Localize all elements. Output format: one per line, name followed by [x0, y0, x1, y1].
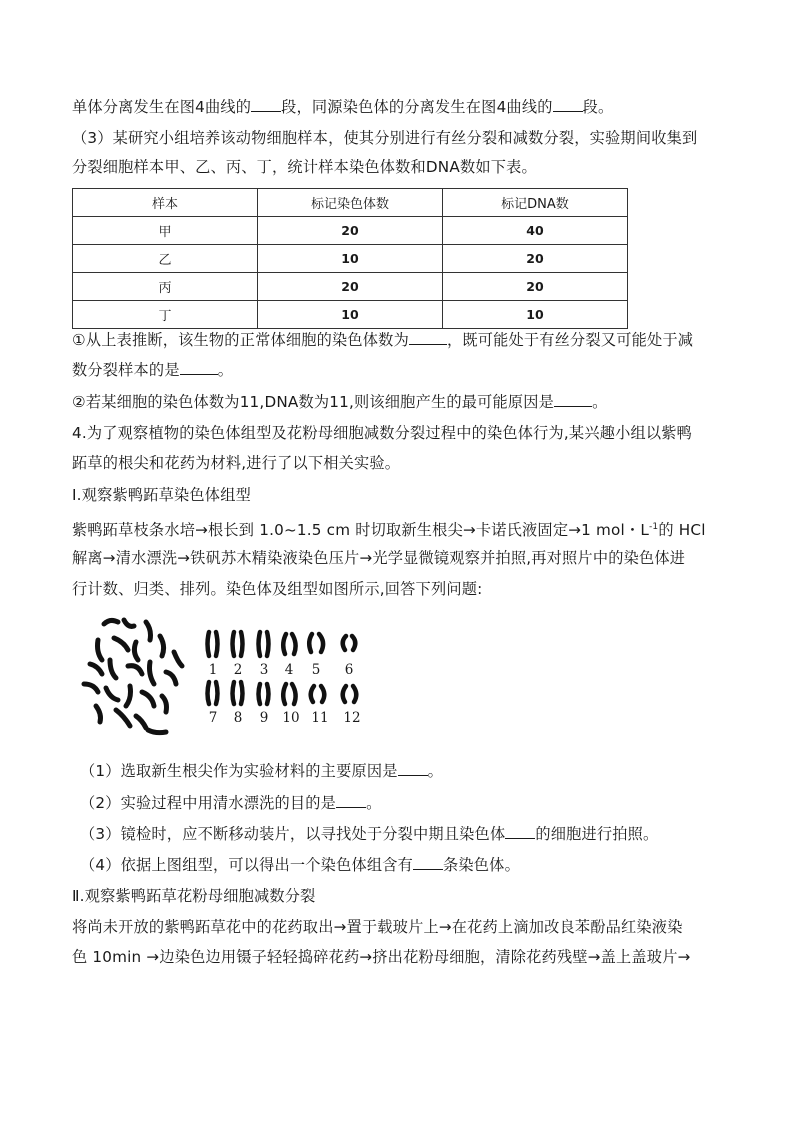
text: 单体分离发生在图4曲线的	[72, 98, 252, 116]
chromosome	[216, 632, 218, 656]
karyotype-labels-bottom	[209, 710, 361, 726]
table-cell-sample: 甲	[73, 217, 258, 245]
chromosome	[110, 660, 116, 678]
chromosome	[142, 692, 154, 706]
karyotype-label: 10	[282, 710, 300, 726]
answer-blank	[554, 392, 592, 407]
section-1-heading: Ⅰ.观察紫鸭跖草染色体组型	[72, 486, 251, 504]
sub-question-1-cont	[72, 359, 233, 381]
chromosome-pair-9	[259, 684, 261, 704]
sample-table	[72, 188, 628, 329]
table-cell-sample: 丙	[73, 273, 258, 301]
table-cell-dna: 10	[443, 301, 628, 329]
text: 。	[217, 361, 234, 379]
chromosome	[319, 634, 323, 652]
karyotype-label: 5	[311, 662, 321, 678]
text: 的 HCl	[658, 521, 706, 540]
karyotype-label: 8	[233, 710, 243, 726]
section-2-heading: Ⅱ.观察紫鸭跖草花粉母细胞减数分裂	[72, 887, 316, 905]
karyotype-label: 9	[259, 710, 269, 726]
chromosome	[150, 662, 155, 684]
chromosome	[124, 620, 134, 626]
item-1	[80, 760, 443, 782]
karyotype-label: 12	[343, 710, 361, 726]
table-header: 样本	[73, 189, 258, 217]
superscript: -1	[648, 522, 659, 532]
chromosome	[241, 632, 243, 656]
karyotype-figure	[76, 612, 376, 747]
chromosome	[241, 682, 243, 704]
chromosome-pair-1	[208, 632, 210, 656]
karyotype-label: 6	[344, 662, 354, 678]
karyotype-label: 11	[311, 710, 329, 726]
chromosome	[267, 684, 269, 704]
chromosome	[136, 716, 146, 728]
chromosome	[84, 684, 98, 692]
chromosome	[166, 672, 176, 684]
text: ，既可能处于有丝分裂又可能处于减	[446, 331, 694, 349]
sub-question-1	[72, 329, 693, 351]
answer-blank	[251, 97, 281, 112]
table-cell-sample: 丁	[73, 301, 258, 329]
chromosome	[128, 666, 142, 674]
text: （3）镜检时，应不断移动装片，以寻找处于分裂中期且染色体	[80, 825, 506, 843]
karyotype-row-1	[208, 632, 356, 656]
table-row	[73, 245, 628, 273]
chromosome	[353, 686, 356, 702]
karyotype-label: 4	[284, 662, 294, 678]
table-cell-dna: 40	[443, 217, 628, 245]
procedure-2-line-1: 将尚未开放的紫鸭跖草花中的花药取出→置于载玻片上→在花药上滴加改良苯酚品红染液染	[72, 918, 683, 936]
chromosome	[267, 632, 269, 656]
chromosome-pair-10	[283, 684, 286, 704]
text: 。	[366, 794, 382, 812]
text: （1）选取新生根尖作为实验材料的主要原因是	[80, 762, 398, 780]
text: 数分裂样本的是	[72, 361, 180, 379]
table-header: 标记染色体数	[258, 189, 443, 217]
text: 条染色体。	[443, 856, 520, 874]
answer-blank	[505, 824, 535, 839]
procedure-2-line-2: 色 10min →边染色边用镊子轻轻捣碎花药→挤出花粉母细胞，清除花药残壁→盖上盖玻片→	[72, 948, 691, 966]
procedure-1-line-1	[72, 516, 706, 541]
text: 段，同源染色体的分离发生在图4曲线的	[281, 98, 553, 116]
table-header: 标记DNA数	[443, 189, 628, 217]
chromosome	[174, 652, 182, 666]
table-cell-chrom: 20	[258, 273, 443, 301]
item-3	[80, 823, 658, 845]
procedure-1-line-2: 解离→清水漂洗→铁矾苏木精染液染色压片→光学显微镜观察并拍照,再对照片中的染色体进	[72, 549, 686, 567]
chromosome-pair-12	[343, 686, 346, 702]
text: 。	[427, 762, 444, 780]
chromosome	[96, 706, 101, 722]
chromosome-pair-11	[311, 686, 314, 702]
text: 段。	[582, 98, 614, 116]
question-4-cont: 跖草的根尖和花药为材料,进行了以下相关实验。	[72, 454, 401, 472]
chromosome	[216, 682, 218, 704]
chromosome	[116, 710, 130, 726]
answer-blank	[553, 97, 583, 112]
chromosome	[292, 634, 296, 654]
text: （4）依据上图组型，可以得出一个染色体组含有	[80, 856, 414, 874]
chromosome	[106, 688, 118, 700]
karyotype-label: 1	[208, 662, 218, 678]
answer-blank	[413, 855, 443, 870]
karyotype-labels-top	[209, 662, 354, 678]
chromosome-pair-5	[309, 634, 312, 652]
chromosome	[162, 696, 167, 712]
metaphase-spread	[84, 620, 182, 733]
text: ①从上表推断，该生物的正常体细胞的染色体数为	[72, 331, 409, 349]
question-3-intro-cont: 分裂细胞样本甲、乙、丙、丁，统计样本染色体数和DNA数如下表。	[72, 158, 537, 176]
chromosome	[352, 636, 355, 650]
chromosome	[134, 642, 138, 660]
question-4: 4.为了观察植物的染色体组型及花粉母细胞减数分裂过程中的染色体行为,某兴趣小组以紫鸭	[72, 424, 693, 442]
text-line-1	[72, 96, 613, 118]
karyotype-label: 3	[259, 662, 269, 678]
chromosome	[321, 686, 324, 702]
answer-blank	[398, 761, 428, 776]
text: （2）实验过程中用清水漂洗的目的是	[80, 794, 337, 812]
text: 的细胞进行拍照。	[535, 825, 659, 843]
table-row	[73, 217, 628, 245]
question-3-intro: （3）某研究小组培养该动物细胞样本，使其分别进行有丝分裂和减数分裂，实验期间收集到	[72, 129, 698, 147]
answer-blank	[180, 360, 218, 375]
chromosome	[98, 640, 103, 660]
item-4	[80, 854, 520, 876]
table-row	[73, 301, 628, 329]
chromosome-pair-7	[208, 682, 210, 704]
table-cell-chrom: 10	[258, 301, 443, 329]
chromosome	[114, 638, 128, 650]
chromosome-pair-3	[259, 632, 261, 656]
text: ②若某细胞的染色体数为11,DNA数为11,则该细胞产生的最可能原因是	[72, 393, 555, 411]
chromosome	[148, 730, 166, 733]
chromosome	[292, 684, 296, 704]
text: 。	[592, 393, 608, 411]
text: 紫鸭跖草枝条水培→根长到 1.0~1.5 cm 时切取新生根尖→卡诺氏液固定→1 mol・L	[72, 521, 649, 540]
table-cell-chrom: 10	[258, 245, 443, 273]
chromosome-pair-4	[283, 634, 286, 654]
karyotype-label: 7	[208, 710, 218, 726]
table-cell-chrom: 20	[258, 217, 443, 245]
chromosome	[160, 636, 164, 656]
table-row	[73, 273, 628, 301]
chromosome-pair-6	[343, 636, 346, 650]
chromosome-pair-2	[233, 632, 235, 656]
chromosome	[90, 664, 102, 674]
item-2	[80, 792, 381, 814]
chromosome	[146, 622, 151, 640]
chromosome-pair-8	[233, 682, 235, 704]
procedure-1-line-3: 行计数、归类、排列。染色体及组型如图所示,回答下列问题:	[72, 580, 483, 598]
answer-blank	[409, 330, 447, 345]
table-cell-dna: 20	[443, 273, 628, 301]
karyotype-row-2	[208, 682, 357, 704]
table-header-row	[73, 189, 628, 217]
table-cell-sample: 乙	[73, 245, 258, 273]
karyotype-label: 2	[233, 662, 243, 678]
sub-question-2	[72, 391, 607, 413]
answer-blank	[336, 793, 366, 808]
table-cell-dna: 20	[443, 245, 628, 273]
chromosome	[126, 686, 131, 706]
chromosome	[104, 620, 118, 624]
